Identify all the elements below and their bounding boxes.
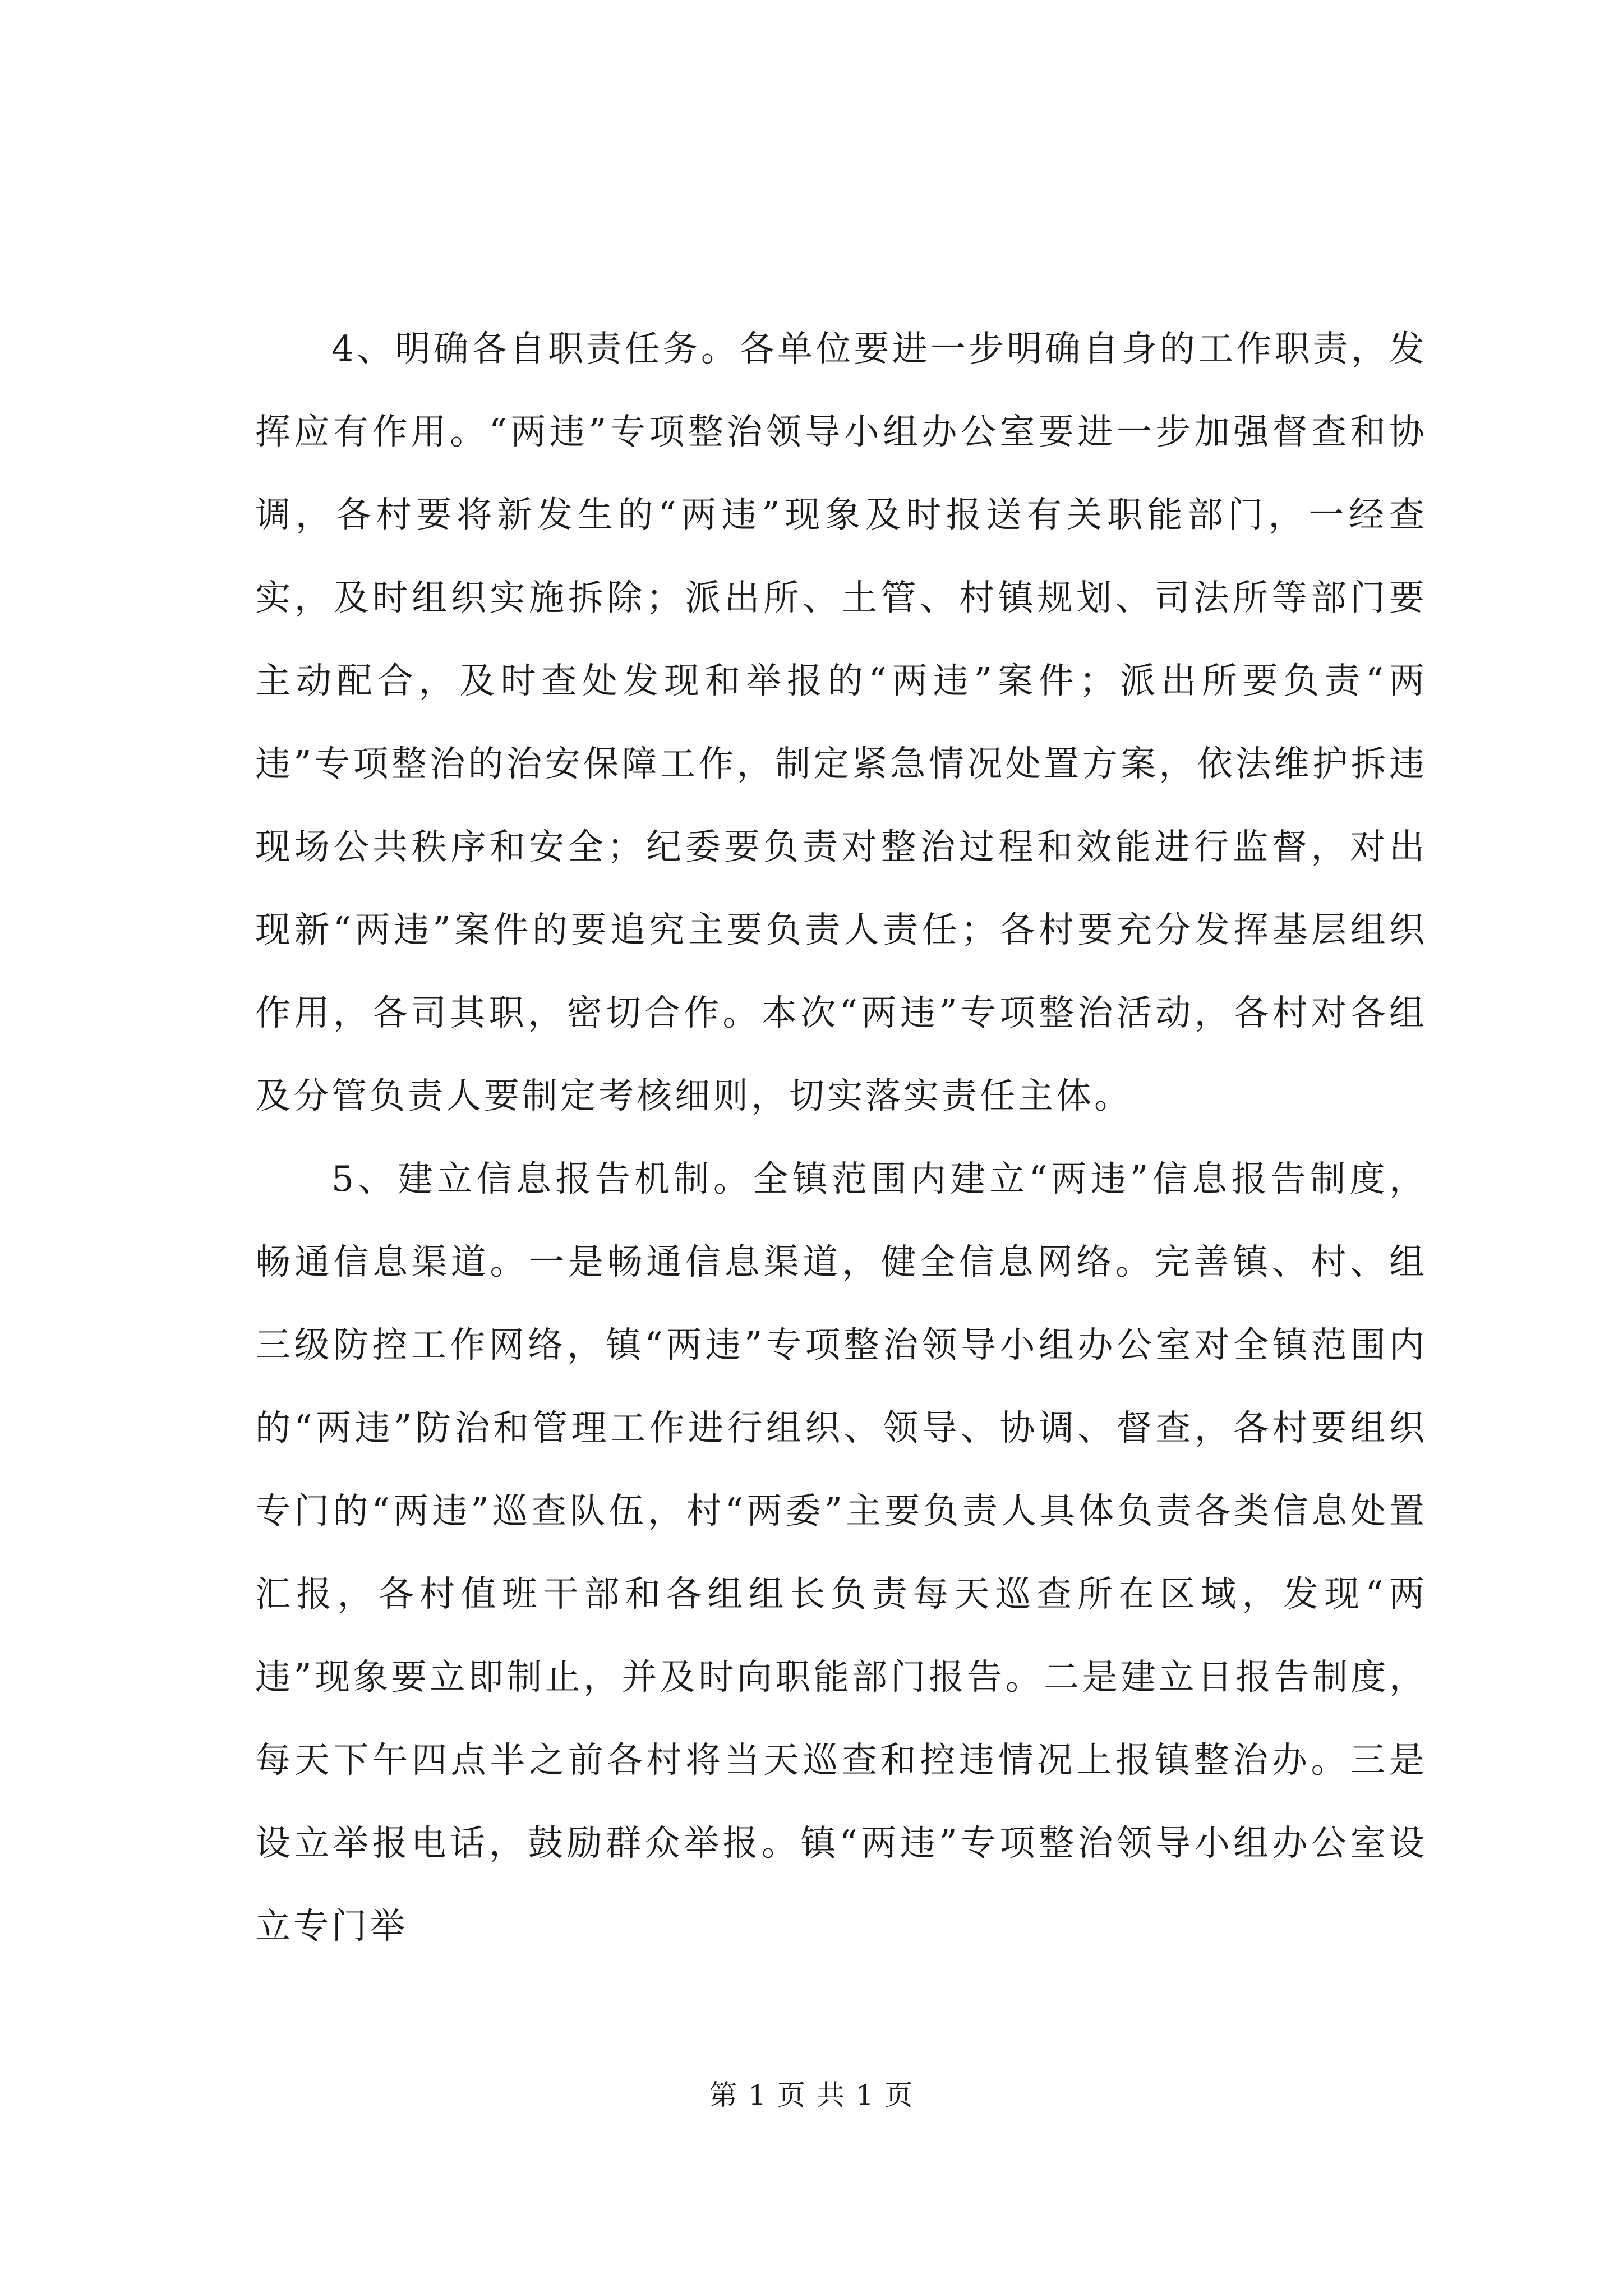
document-body	[255, 307, 1427, 1968]
page-number-footer: 第 1 页 共 1 页	[709, 2079, 914, 2111]
paragraph-responsibilities: 4、明确各自职责任务。各单位要进一步明确自身的工作职责，发挥应有作用。“两违”专项整治领导小组办公室要进一步加强督查和协调，各村要将新发生的“两违”现象及时报送有关职能部门，一经查实，及时组织实施拆除；派出所、土管、村镇规划、司法所等部门要主动配合，及时查处发现和举报的“两违”案件；派出所要负责“两违”专项整治的治安保障工作，制定紧急情况处置方案，依法维护拆违现场公共秩序和安全；纪委要负责对整治过程和效能进行监督，对出现新“两违”案件的要追究主要负责人责任；各村要充分发挥基层组织作用，各司其职，密切合作。本次“两违”专项整治活动，各村对各组及分管负责人要制定考核细则，切实落实责任主体。	[255, 328, 1427, 1116]
paragraph-reporting-mechanism: 5、建立信息报告机制。全镇范围内建立“两违”信息报告制度，畅通信息渠道。一是畅通信息渠道，健全信息网络。完善镇、村、组三级防控工作网络，镇“两违”专项整治领导小组办公室对全镇范围内的“两违”防治和管理工作进行组织、领导、协调、督查，各村要组织专门的“两违”巡查队伍，村“两委”主要负责人具体负责各类信息处置汇报，各村值班干部和各组组长负责每天巡查所在区域，发现“两违”现象要立即制止，并及时向职能部门报告。二是建立日报告制度，每天下午四点半之前各村将当天巡查和控违情况上报镇整治办。三是设立举报电话，鼓励群众举报。镇“两违”专项整治领导小组办公室设立专门举	[255, 1158, 1427, 1947]
